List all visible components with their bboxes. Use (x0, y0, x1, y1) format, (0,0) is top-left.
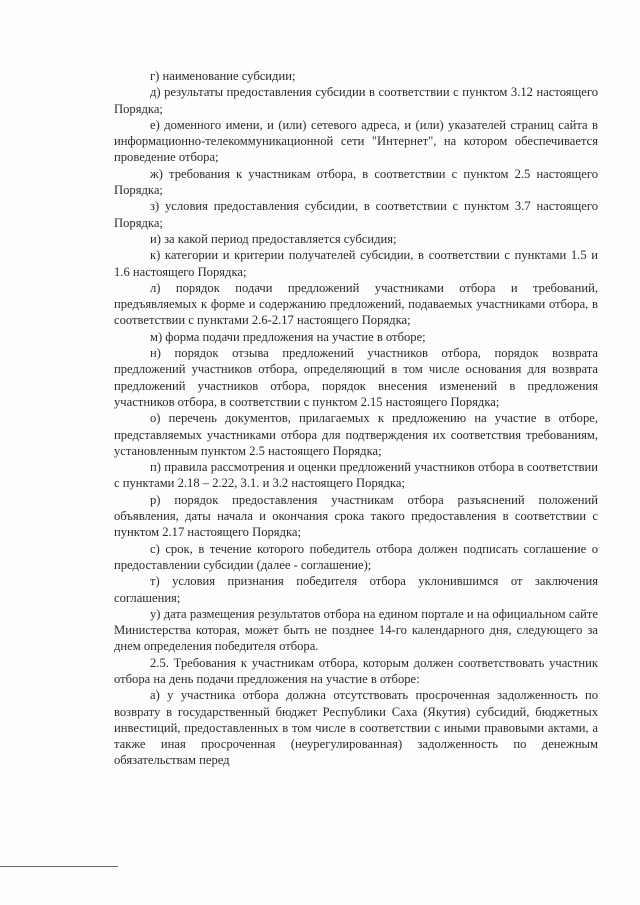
item-t: т) условия признания победителя отбора уклонившимся от заключения соглашения; (114, 574, 598, 605)
item-o: о) перечень документов, прилагаемых к предложению на участие в отборе, представляемых участниками отбора для подтверждения их соответствия требованиям, установленным пунктом 2.5 настоящего Порядка; (114, 411, 598, 458)
item-a: а) у участника отбора должна отсутствовать просроченная задолженность по возврату в государственный бюджет Республики Саха (Якутия) субсидий, бюджетных инвестиций, предоставленных в том числе в соответствии с иными правовыми актами, а также иная просроченная (неурегулированная) задолженность по денежным обязательствам перед (114, 688, 598, 768)
item-n: н) порядок отзыва предложений участников отбора, порядок возврата предложений участников отбора, определяющий в том числе основания для возврата предложений участников отбора, порядок внесения изменений в предложения участников отбора, в соответствии с пунктом 2.15 настоящего Порядка; (114, 346, 598, 409)
item-z: з) условия предоставления субсидии, в соответствии с пунктом 3.7 настоящего Порядка; (114, 199, 598, 230)
item-zh: ж) требования к участникам отбора, в соответствии с пунктом 2.5 настоящего Порядка; (114, 166, 598, 198)
document-body (114, 68, 598, 769)
item-u: у) дата размещения результатов отбора на едином портале и на официальном сайте Министерства которая, может быть не позднее 14-го календарного дня, следующего за днем определения победителя отбора. (114, 606, 598, 654)
item-r: р) порядок предоставления участникам отбора разъяснений положений объявления, даты начала и окончания срока такого предоставления в соответствии с пунктом 2.17 настоящего Порядка; (114, 492, 598, 540)
section-2-5: 2.5. Требования к участникам отбора, которым должен соответствовать участник отбора на день подачи предложения на участие в отборе: (114, 655, 598, 686)
item-i: и) за какой период предоставляется субсидия; (150, 231, 397, 246)
item-d: д) результаты предоставления субсидии в соответствии с пунктом 3.12 настоящего Порядка; (114, 85, 598, 116)
item-p: п) правила рассмотрения и оценки предложений участников отбора в соответствии с пунктами 2.18 – 2.22, 3.1. и 3.2 настоящего Порядка; (114, 460, 598, 491)
item-l: л) порядок подачи предложений участниками отбора и требований, предъявляемых к форме и содержанию предложений, подаваемых участниками отбора, в соответствии с пунктами 2.6-2.17 настоящего Порядка; (114, 280, 598, 328)
item-s: с) срок, в течение которого победитель отбора должен подписать соглашение о предоставлении субсидии (далее - соглашение); (114, 541, 598, 572)
item-g: г) наименование субсидии; (150, 69, 296, 83)
item-k: к) категории и критерии получателей субсидии, в соответствии с пунктами 1.5 и 1.6 настоящего Порядка; (114, 248, 598, 279)
item-m: м) форма подачи предложения на участие в отборе; (150, 329, 426, 344)
item-e: е) доменного имени, и (или) сетевого адреса, и (или) указателей страниц сайта в информационно-телекоммуникационной сети "Интернет", на котором обеспечивается проведение отбора; (114, 117, 598, 165)
footnote-divider (0, 866, 118, 867)
